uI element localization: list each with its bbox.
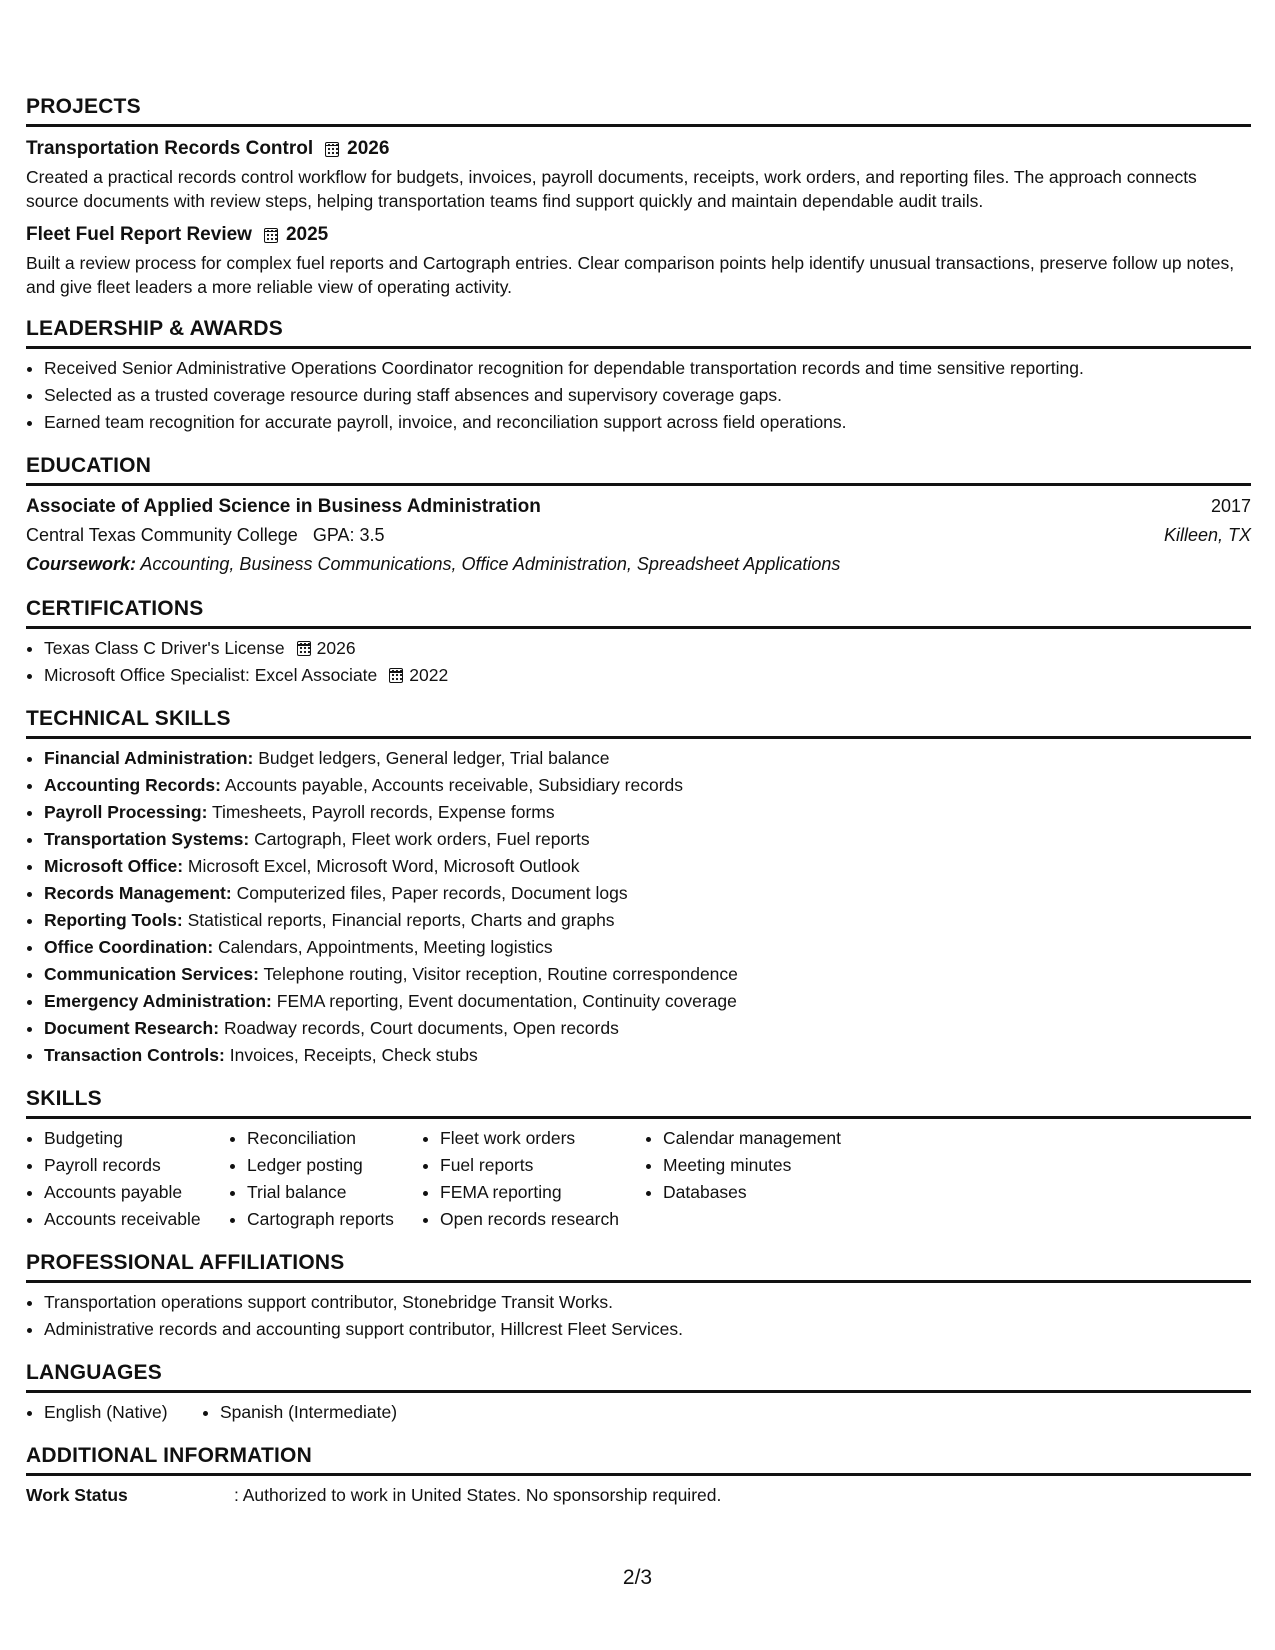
- project-description: Built a review process for complex fuel reports and Cartograph entries. Clear comparison points help identify unusual transactions, preserve follow up notes, and give fleet leaders a more reliable view of operating activity.: [26, 253, 1235, 297]
- skill-item: • Trial balance: [247, 1179, 422, 1206]
- project-item: [26, 223, 1251, 299]
- project-name: Fleet Fuel Report Review: [26, 224, 252, 245]
- skill-category: Transportation Systems:: [44, 829, 250, 849]
- skill-category: Microsoft Office:: [44, 856, 184, 876]
- skill-category: Document Research:: [44, 1018, 220, 1038]
- skill-category: Accounting Records:: [44, 775, 221, 795]
- calendar-icon: [297, 641, 311, 656]
- skill-category: Transaction Controls:: [44, 1045, 225, 1065]
- skill-values: Budget ledgers, General ledger, Trial balance: [258, 748, 610, 768]
- section-title-technical-skills: TECHNICAL SKILLS: [26, 706, 1251, 739]
- project-description: Created a practical records control workflow for budgets, invoices, payroll documents, receipts, work orders, and reporting files. The approach connects source documents with review steps, helping transportation teams find support quickly and maintain dependable audit trails.: [26, 167, 1197, 211]
- section-title-education: EDUCATION: [26, 453, 1251, 486]
- skill-values: Timesheets, Payroll records, Expense forms: [211, 802, 555, 822]
- skill-values: Invoices, Receipts, Check stubs: [229, 1045, 478, 1065]
- leadership-section: [26, 316, 1251, 436]
- project-date: [264, 223, 328, 247]
- list-item: [44, 934, 1251, 961]
- skill-item: • Fuel reports: [440, 1152, 645, 1179]
- coursework-list: Accounting, Business Communications, Office Administration, Spreadsheet Applications: [140, 554, 841, 574]
- section-title-projects: PROJECTS: [26, 94, 1251, 127]
- work-status-label: Work Status: [26, 1485, 128, 1505]
- calendar-icon: [325, 142, 339, 157]
- work-status-value: : Authorized to work in United States. No sponsorship required.: [234, 1485, 722, 1505]
- skill-values: Microsoft Excel, Microsoft Word, Microsoft Outlook: [187, 856, 580, 876]
- education-degree: Associate of Applied Science in Business Administration: [26, 496, 541, 517]
- list-item: • Selected as a trusted coverage resource during staff absences and supervisory coverage gaps.: [44, 382, 1251, 409]
- skill-item: • Calendar management: [663, 1125, 893, 1152]
- list-item: [44, 662, 1251, 689]
- section-title-languages: LANGUAGES: [26, 1360, 1251, 1393]
- projects-section: [26, 94, 1251, 299]
- skills-section: [26, 1086, 1251, 1233]
- skill-item: • FEMA reporting: [440, 1179, 645, 1206]
- skill-item: • Budgeting: [44, 1125, 229, 1152]
- list-item: [44, 826, 1251, 853]
- list-item: [44, 1042, 1251, 1069]
- project-date: [325, 137, 389, 161]
- list-item: [44, 635, 1251, 662]
- skill-item: • Cartograph reports: [247, 1206, 422, 1233]
- affiliations-section: [26, 1250, 1251, 1343]
- section-title-affiliations: PROFESSIONAL AFFILIATIONS: [26, 1250, 1251, 1283]
- resume-page: [26, 94, 1251, 1526]
- skill-values: Cartograph, Fleet work orders, Fuel reports: [254, 829, 590, 849]
- list-item: [44, 853, 1251, 880]
- education-section: [26, 453, 1251, 579]
- skill-values: Calendars, Appointments, Meeting logistics: [218, 937, 553, 957]
- skill-category: Payroll Processing:: [44, 802, 208, 822]
- education-gpa: GPA: 3.5: [312, 525, 385, 545]
- skill-item: • Accounts receivable: [44, 1206, 229, 1233]
- list-item: [44, 799, 1251, 826]
- list-item: [44, 1015, 1251, 1042]
- skill-category: Financial Administration:: [44, 748, 254, 768]
- education-year: 2017: [1210, 496, 1251, 516]
- skills-grid: [26, 1125, 1251, 1233]
- section-title-leadership: LEADERSHIP & AWARDS: [26, 316, 1251, 349]
- page-number: 2/3: [622, 1566, 653, 1589]
- certifications-section: [26, 596, 1251, 689]
- certification-year: 2022: [409, 665, 449, 685]
- list-item: • Earned team recognition for accurate payroll, invoice, and reconciliation support across field operations.: [44, 409, 1251, 436]
- section-title-certifications: CERTIFICATIONS: [26, 596, 1251, 629]
- coursework-label: Coursework:: [26, 554, 137, 574]
- list-item: [44, 745, 1251, 772]
- calendar-icon: [389, 668, 403, 683]
- languages-section: [26, 1360, 1251, 1426]
- skill-item: • Ledger posting: [247, 1152, 422, 1179]
- skill-values: Computerized files, Paper records, Document logs: [236, 883, 628, 903]
- skill-category: Office Coordination:: [44, 937, 214, 957]
- list-item: • Transportation operations support contributor, Stonebridge Transit Works.: [44, 1289, 1251, 1316]
- language-item: • English (Native): [44, 1399, 202, 1426]
- section-title-skills: SKILLS: [26, 1086, 1251, 1119]
- skill-item: • Databases: [663, 1179, 893, 1206]
- calendar-icon: [264, 228, 278, 243]
- technical-skills-section: [26, 706, 1251, 1069]
- section-title-additional-info: ADDITIONAL INFORMATION: [26, 1443, 1251, 1476]
- project-year: 2025: [285, 224, 329, 245]
- skill-item: • Open records research: [440, 1206, 645, 1233]
- skill-values: FEMA reporting, Event documentation, Continuity coverage: [276, 991, 737, 1011]
- skill-item: • Fleet work orders: [440, 1125, 645, 1152]
- language-item: • Spanish (Intermediate): [220, 1399, 397, 1426]
- additional-info-section: [26, 1443, 1251, 1509]
- list-item: • Administrative records and accounting support contributor, Hillcrest Fleet Services.: [44, 1316, 1251, 1343]
- certification-year: 2026: [316, 638, 356, 658]
- skill-values: Telephone routing, Visitor reception, Routine correspondence: [263, 964, 738, 984]
- project-name: Transportation Records Control: [26, 138, 314, 159]
- skill-values: Statistical reports, Financial reports, Charts and graphs: [187, 910, 615, 930]
- list-item: [44, 961, 1251, 988]
- list-item: [44, 988, 1251, 1015]
- project-item: [26, 137, 1251, 213]
- education-location: Killeen, TX: [1163, 525, 1251, 545]
- skill-item: • Payroll records: [44, 1152, 229, 1179]
- list-item: [44, 880, 1251, 907]
- skill-category: Reporting Tools:: [44, 910, 183, 930]
- project-year: 2026: [347, 138, 390, 159]
- list-item: • Received Senior Administrative Operations Coordinator recognition for dependable transportation records and time sensitive reporting.: [44, 355, 1251, 382]
- skill-values: Roadway records, Court documents, Open records: [223, 1018, 619, 1038]
- education-school: Central Texas Community College: [26, 525, 298, 545]
- list-item: [44, 907, 1251, 934]
- list-item: [44, 772, 1251, 799]
- skill-item: • Meeting minutes: [663, 1152, 893, 1179]
- certification-name: • Texas Class C Driver's License: [44, 638, 285, 658]
- skill-category: Emergency Administration:: [44, 991, 272, 1011]
- skill-category: Communication Services:: [44, 964, 259, 984]
- skill-item: • Accounts payable: [44, 1179, 229, 1206]
- skill-item: • Reconciliation: [247, 1125, 422, 1152]
- certification-name: • Microsoft Office Specialist: Excel Associate: [44, 665, 378, 685]
- skill-values: Accounts payable, Accounts receivable, Subsidiary records: [224, 775, 684, 795]
- skill-category: Records Management:: [44, 883, 232, 903]
